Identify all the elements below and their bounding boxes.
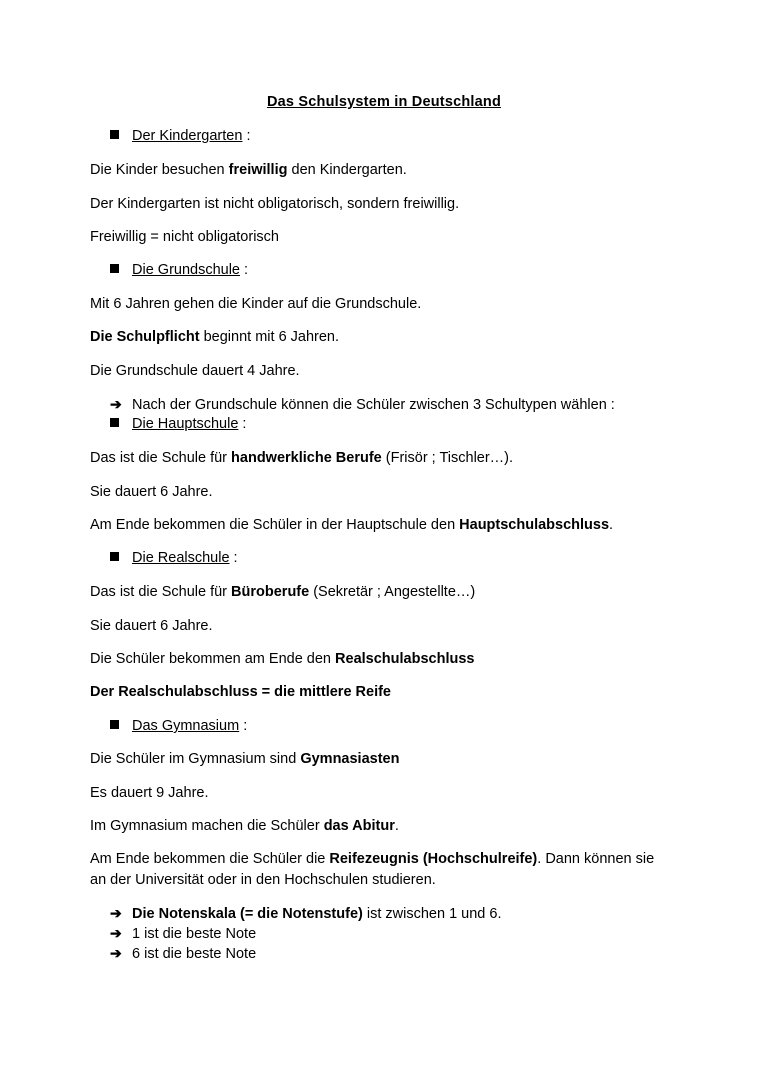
document-title: Das Schulsystem in Deutschland xyxy=(266,94,502,110)
heading-gymnasium: Das Gymnasium : xyxy=(110,716,247,736)
right-arrow-icon: ➔ xyxy=(110,925,122,941)
square-bullet-icon xyxy=(110,720,119,729)
paragraph: Der Kindergarten ist nicht obligatorisch, sondern freiwillig. xyxy=(90,196,460,212)
paragraph: Die Grundschule dauert 4 Jahre. xyxy=(90,363,300,379)
heading-kindergarten: Der Kindergarten : xyxy=(110,126,250,146)
heading-realschule: Die Realschule : xyxy=(110,548,238,568)
paragraph: Sie dauert 6 Jahre. xyxy=(90,618,213,634)
arrow-item: ➔ 1 ist die beste Note xyxy=(110,925,257,942)
square-bullet-icon xyxy=(110,264,119,273)
paragraph: Der Realschulabschluss = die mittlere Reife xyxy=(90,684,391,700)
paragraph: Freiwillig = nicht obligatorisch xyxy=(90,229,279,245)
paragraph: Am Ende bekommen die Schüler die Reifezeugnis (Hochschulreife). Dann können sie xyxy=(90,851,655,867)
paragraph: Sie dauert 6 Jahre. xyxy=(90,484,213,500)
arrow-item: ➔ Die Notenskala (= die Notenstufe) ist zwischen 1 und 6. xyxy=(110,905,502,922)
paragraph: Das ist die Schule für Büroberufe (Sekretär ; Angestellte…) xyxy=(90,584,476,600)
heading-hauptschule: Die Hauptschule : xyxy=(110,414,246,434)
paragraph: Die Schüler bekommen am Ende den Realschulabschluss xyxy=(90,651,475,667)
square-bullet-icon xyxy=(110,552,119,561)
paragraph: an der Universität oder in den Hochschulen studieren. xyxy=(90,872,436,888)
right-arrow-icon: ➔ xyxy=(110,945,122,961)
paragraph: Im Gymnasium machen die Schüler das Abitur. xyxy=(90,818,399,834)
right-arrow-icon: ➔ xyxy=(110,905,122,921)
paragraph: Die Schulpflicht beginnt mit 6 Jahren. xyxy=(90,329,340,345)
paragraph: Die Kinder besuchen freiwillig den Kindergarten. xyxy=(90,162,407,178)
arrow-item: ➔ Nach der Grundschule können die Schüler zwischen 3 Schultypen wählen : xyxy=(110,396,615,413)
paragraph: Die Schüler im Gymnasium sind Gymnasiasten xyxy=(90,751,400,767)
square-bullet-icon xyxy=(110,418,119,427)
heading-grundschule: Die Grundschule : xyxy=(110,260,248,280)
square-bullet-icon xyxy=(110,130,119,139)
paragraph: Mit 6 Jahren gehen die Kinder auf die Grundschule. xyxy=(90,296,422,312)
arrow-item: ➔ 6 ist die beste Note xyxy=(110,945,257,962)
paragraph: Es dauert 9 Jahre. xyxy=(90,785,209,801)
paragraph: Das ist die Schule für handwerkliche Berufe (Frisör ; Tischler…). xyxy=(90,450,514,466)
paragraph: Am Ende bekommen die Schüler in der Hauptschule den Hauptschulabschluss. xyxy=(90,517,614,533)
right-arrow-icon: ➔ xyxy=(110,396,122,412)
